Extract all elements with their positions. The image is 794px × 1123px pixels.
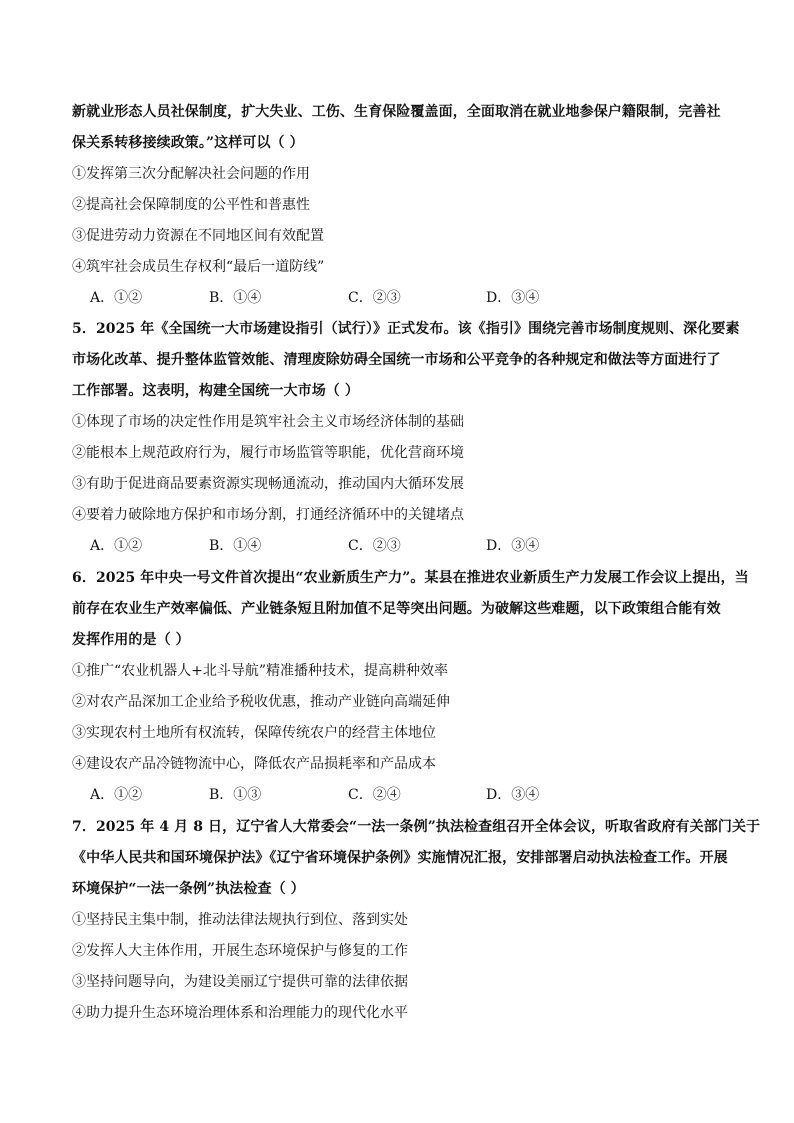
answer-choices <box>72 531 724 562</box>
option-1: ①坚持民主集中制，推动法律法规执行到位、落到实处 <box>72 912 408 928</box>
question-6 <box>72 563 749 811</box>
option-1: ①发挥第三次分配解决社会问题的作用 <box>72 166 310 182</box>
answer-d[interactable]: D．③④ <box>486 290 540 306</box>
option-2: ②发挥人大主体作用，开展生态环境保护与修复的工作 <box>72 943 408 959</box>
answer-b[interactable]: B．①④ <box>209 538 262 554</box>
answer-c[interactable]: C．②③ <box>348 290 401 306</box>
option-2: ②提高社会保障制度的公平性和普惠性 <box>72 197 310 213</box>
question-stem-line: 新就业形态人员社保制度，扩大失业、工伤、生育保险覆盖面，全面取消在就业地参保户籍限制，完善社 <box>72 104 721 120</box>
answer-d[interactable]: D．③④ <box>486 787 540 803</box>
option-4: ④筑牢社会成员生存权利“最后一道防线” <box>72 259 325 275</box>
question-stem-line: 6．2025 年中央一号文件首次提出“农业新质生产力”。某县在推进农业新质生产力发展工作会议上提出，当 <box>72 570 749 586</box>
option-2: ②对农产品深加工企业给予税收优惠，推动产业链向高端延伸 <box>72 694 450 710</box>
option-3: ③促进劳动力资源在不同地区间有效配置 <box>72 228 324 244</box>
question-7 <box>72 812 761 1029</box>
question-stem-line: 前存在农业生产效率偏低、产业链条短且附加值不足等突出问题。为破解这些难题，以下政策组合能有效 <box>72 601 721 617</box>
option-4: ④助力提升生态环境治理体系和治理能力的现代化水平 <box>72 1005 408 1021</box>
option-4: ④建设农产品冷链物流中心，降低农产品损耗率和产品成本 <box>72 756 436 772</box>
answer-c[interactable]: C．②④ <box>348 787 401 803</box>
option-3: ③有助于促进商品要素资源实现畅通流动，推动国内大循环发展 <box>72 476 464 492</box>
question-stem-line: 发挥作用的是（ ） <box>72 632 190 648</box>
question-stem-line: 7．2025 年 4 月 8 日，辽宁省人大常委会“一法一条例”执法检查组召开全体会议，听取省政府有关部门关于 <box>72 819 761 835</box>
question-stem-line: 保关系转移接续政策。”这样可以（ ） <box>72 135 304 151</box>
option-3: ③实现农村土地所有权流转，保障传统农户的经营主体地位 <box>72 725 436 741</box>
question-stem-line: 5．2025 年《全国统一大市场建设指引（试行）》正式发布。该《指引》围绕完善市场制度规则、深化要素 <box>72 321 740 337</box>
question-stem-line: 工作部署。这表明，构建全国统一大市场（ ） <box>72 383 359 399</box>
option-3: ③坚持问题导向，为建设美丽辽宁提供可靠的法律依据 <box>72 974 408 990</box>
answer-d[interactable]: D．③④ <box>486 538 540 554</box>
question-4-continuation <box>72 97 724 314</box>
question-stem-line: 市场化改革、提升整体监管效能、清理废除妨碍全国统一市场和公平竞争的各种规定和做法等方面进行了 <box>72 352 721 368</box>
option-2: ②能根本上规范政府行为，履行市场监管等职能，优化营商环境 <box>72 445 464 461</box>
answer-a[interactable]: A．①② <box>90 290 143 306</box>
answer-a[interactable]: A．①② <box>90 538 143 554</box>
question-5 <box>72 314 740 562</box>
question-stem-line: 环境保护“一法一条例”执法检查（ ） <box>72 881 305 897</box>
answer-b[interactable]: B．①④ <box>209 290 262 306</box>
option-4: ④要着力破除地方保护和市场分割，打通经济循环中的关键堵点 <box>72 507 464 523</box>
option-1: ①推广“农业机器人+北斗导航”精准播种技术，提高耕种效率 <box>72 663 449 679</box>
answer-b[interactable]: B．①③ <box>209 787 262 803</box>
question-stem-line: 《中华人民共和国环境保护法》《辽宁省环境保护条例》实施情况汇报，安排部署启动执法检查工作。开展 <box>72 850 728 866</box>
answer-c[interactable]: C．②③ <box>348 538 401 554</box>
answer-choices <box>72 283 724 314</box>
answer-choices <box>72 780 724 811</box>
option-1: ①体现了市场的决定性作用是筑牢社会主义市场经济体制的基础 <box>72 414 464 430</box>
answer-a[interactable]: A．①② <box>90 787 143 803</box>
